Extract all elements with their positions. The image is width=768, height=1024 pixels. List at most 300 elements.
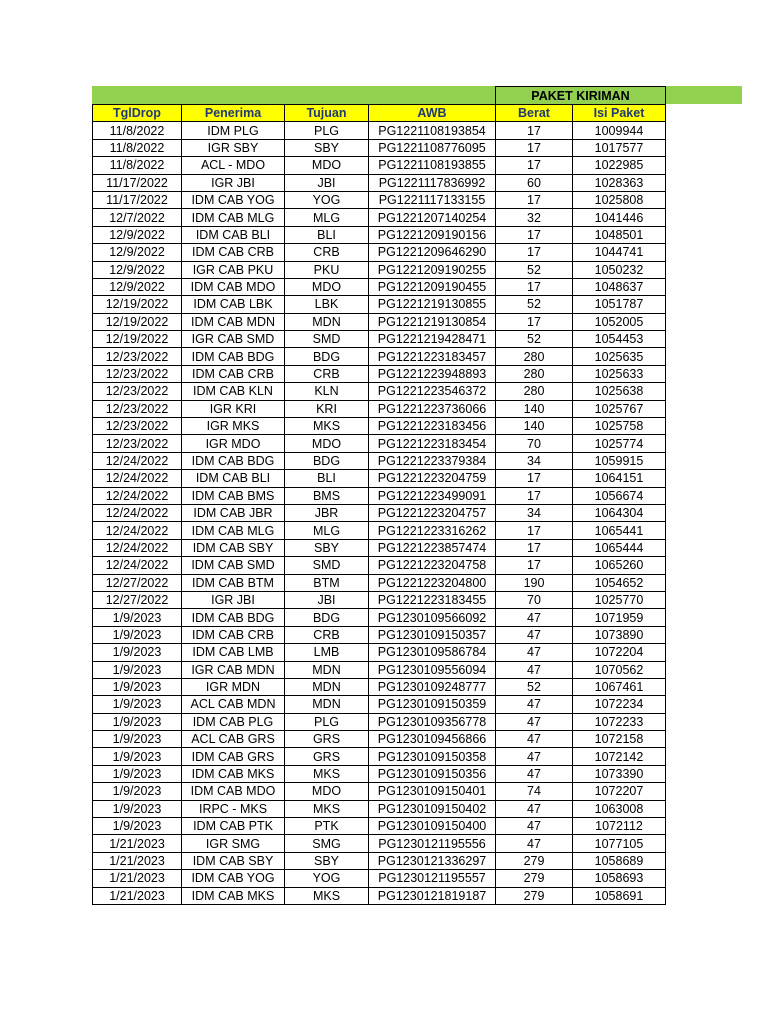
tgldrop-cell[interactable]: 11/8/2022 <box>93 157 182 174</box>
awb-cell[interactable]: PG1230109456866 <box>369 731 496 748</box>
awb-cell[interactable]: PG1230109150400 <box>369 818 496 835</box>
penerima-cell[interactable]: IDM CAB KLN <box>182 383 285 400</box>
isi-paket-cell[interactable]: 1044741 <box>573 244 666 261</box>
berat-cell[interactable]: 47 <box>496 696 573 713</box>
awb-cell[interactable]: PG1221219428471 <box>369 331 496 348</box>
isi-paket-cell[interactable]: 1064151 <box>573 470 666 487</box>
tujuan-cell[interactable]: LMB <box>285 644 369 661</box>
tgldrop-cell[interactable]: 1/9/2023 <box>93 626 182 643</box>
penerima-cell[interactable]: IDM CAB BDG <box>182 452 285 469</box>
tgldrop-cell[interactable]: 1/9/2023 <box>93 644 182 661</box>
isi-paket-cell[interactable]: 1063008 <box>573 800 666 817</box>
berat-cell[interactable]: 17 <box>496 226 573 243</box>
tgldrop-cell[interactable]: 1/9/2023 <box>93 783 182 800</box>
berat-cell[interactable]: 47 <box>496 835 573 852</box>
penerima-cell[interactable]: IDM CAB MLG <box>182 209 285 226</box>
table-row <box>93 696 666 713</box>
isi-paket-cell[interactable]: 1048501 <box>573 226 666 243</box>
awb-cell[interactable]: PG1221223204757 <box>369 504 496 521</box>
penerima-cell[interactable]: IDM CAB BTM <box>182 574 285 591</box>
penerima-cell[interactable]: IDM CAB MDO <box>182 783 285 800</box>
awb-cell[interactable]: PG1221223857474 <box>369 539 496 556</box>
tgldrop-cell[interactable]: 12/23/2022 <box>93 348 182 365</box>
isi-paket-cell[interactable]: 1073390 <box>573 765 666 782</box>
berat-cell[interactable]: 47 <box>496 644 573 661</box>
table-row <box>93 504 666 521</box>
berat-cell[interactable]: 52 <box>496 261 573 278</box>
header-isi-paket[interactable]: Isi Paket <box>573 105 666 122</box>
isi-paket-cell[interactable]: 1065444 <box>573 539 666 556</box>
tgldrop-cell[interactable]: 12/24/2022 <box>93 470 182 487</box>
awb-cell[interactable]: PG1221219130855 <box>369 296 496 313</box>
table-row <box>93 296 666 313</box>
penerima-cell[interactable]: IGR CAB MDN <box>182 661 285 678</box>
penerima-cell[interactable]: IGR JBI <box>182 591 285 608</box>
tujuan-cell[interactable]: KLN <box>285 383 369 400</box>
awb-cell[interactable]: PG1230109556094 <box>369 661 496 678</box>
berat-cell[interactable]: 47 <box>496 626 573 643</box>
isi-paket-cell[interactable]: 1065260 <box>573 557 666 574</box>
table-row <box>93 522 666 539</box>
berat-cell[interactable]: 70 <box>496 435 573 452</box>
tujuan-cell[interactable]: MDN <box>285 678 369 695</box>
isi-paket-cell[interactable]: 1052005 <box>573 313 666 330</box>
penerima-cell[interactable]: IDM PLG <box>182 122 285 139</box>
tujuan-cell[interactable]: SBY <box>285 852 369 869</box>
tgldrop-cell[interactable]: 11/17/2022 <box>93 174 182 191</box>
tujuan-cell[interactable]: JBI <box>285 591 369 608</box>
tgldrop-cell[interactable]: 1/21/2023 <box>93 852 182 869</box>
tgldrop-cell[interactable]: 1/9/2023 <box>93 696 182 713</box>
table-row <box>93 348 666 365</box>
tujuan-cell[interactable]: SBY <box>285 539 369 556</box>
penerima-cell[interactable]: IDM CAB BDG <box>182 609 285 626</box>
tujuan-cell[interactable]: MDN <box>285 696 369 713</box>
awb-cell[interactable]: PG1230121336297 <box>369 852 496 869</box>
isi-paket-cell[interactable]: 1050232 <box>573 261 666 278</box>
awb-cell[interactable]: PG1221223736066 <box>369 400 496 417</box>
table-row <box>93 487 666 504</box>
isi-paket-cell[interactable]: 1025758 <box>573 418 666 435</box>
penerima-cell[interactable]: IDM CAB CRB <box>182 244 285 261</box>
awb-cell[interactable]: PG1221223379384 <box>369 452 496 469</box>
tgldrop-cell[interactable]: 12/24/2022 <box>93 557 182 574</box>
penerima-cell[interactable]: IGR MKS <box>182 418 285 435</box>
berat-cell[interactable]: 70 <box>496 591 573 608</box>
berat-cell[interactable]: 34 <box>496 452 573 469</box>
tgldrop-cell[interactable]: 1/9/2023 <box>93 661 182 678</box>
penerima-cell[interactable]: IDM CAB MDN <box>182 313 285 330</box>
tgldrop-cell[interactable]: 12/24/2022 <box>93 539 182 556</box>
penerima-cell[interactable]: IGR JBI <box>182 174 285 191</box>
tgldrop-cell[interactable]: 12/19/2022 <box>93 296 182 313</box>
berat-cell[interactable]: 52 <box>496 296 573 313</box>
penerima-cell[interactable]: IGR MDN <box>182 678 285 695</box>
penerima-cell[interactable]: ACL CAB MDN <box>182 696 285 713</box>
isi-paket-cell[interactable]: 1070562 <box>573 661 666 678</box>
isi-paket-cell[interactable]: 1054453 <box>573 331 666 348</box>
penerima-cell[interactable]: IDM CAB CRB <box>182 365 285 382</box>
tgldrop-cell[interactable]: 12/27/2022 <box>93 574 182 591</box>
awb-cell[interactable]: PG1221108193855 <box>369 157 496 174</box>
isi-paket-cell[interactable]: 1072207 <box>573 783 666 800</box>
penerima-cell[interactable]: IDM CAB MKS <box>182 765 285 782</box>
isi-paket-cell[interactable]: 1058689 <box>573 852 666 869</box>
penerima-cell[interactable]: IDM CAB BLI <box>182 226 285 243</box>
awb-cell[interactable]: PG1221223499091 <box>369 487 496 504</box>
isi-paket-cell[interactable]: 1072234 <box>573 696 666 713</box>
tgldrop-cell[interactable]: 12/19/2022 <box>93 313 182 330</box>
penerima-cell[interactable]: IDM CAB PTK <box>182 818 285 835</box>
tgldrop-cell[interactable]: 1/9/2023 <box>93 818 182 835</box>
berat-cell[interactable]: 17 <box>496 557 573 574</box>
tujuan-cell[interactable]: PKU <box>285 261 369 278</box>
tgldrop-cell[interactable]: 1/21/2023 <box>93 835 182 852</box>
penerima-cell[interactable]: IGR CAB SMD <box>182 331 285 348</box>
header-tujuan[interactable]: Tujuan <box>285 105 369 122</box>
tujuan-cell[interactable]: MDO <box>285 783 369 800</box>
tgldrop-cell[interactable]: 12/24/2022 <box>93 452 182 469</box>
tgldrop-cell[interactable]: 12/23/2022 <box>93 418 182 435</box>
tujuan-cell[interactable]: LBK <box>285 296 369 313</box>
tujuan-cell[interactable]: BLI <box>285 226 369 243</box>
tujuan-cell[interactable]: MDN <box>285 661 369 678</box>
table-row <box>93 678 666 695</box>
penerima-cell[interactable]: IDM CAB SMD <box>182 557 285 574</box>
awb-cell[interactable]: PG1221209190156 <box>369 226 496 243</box>
isi-paket-cell[interactable]: 1009944 <box>573 122 666 139</box>
tgldrop-cell[interactable]: 1/21/2023 <box>93 870 182 887</box>
tujuan-cell[interactable]: PTK <box>285 818 369 835</box>
tgldrop-cell[interactable]: 1/9/2023 <box>93 765 182 782</box>
table-row <box>93 713 666 730</box>
tujuan-cell[interactable]: CRB <box>285 244 369 261</box>
berat-cell[interactable]: 47 <box>496 748 573 765</box>
table-row <box>93 835 666 852</box>
penerima-cell[interactable]: IGR KRI <box>182 400 285 417</box>
tujuan-cell[interactable]: BMS <box>285 487 369 504</box>
table-row <box>93 818 666 835</box>
tgldrop-cell[interactable]: 1/21/2023 <box>93 887 182 904</box>
tujuan-cell[interactable]: MDN <box>285 313 369 330</box>
tgldrop-cell[interactable]: 1/9/2023 <box>93 731 182 748</box>
berat-cell[interactable]: 47 <box>496 765 573 782</box>
tujuan-cell[interactable]: PLG <box>285 122 369 139</box>
berat-cell[interactable]: 34 <box>496 504 573 521</box>
penerima-cell[interactable]: IDM CAB SBY <box>182 852 285 869</box>
berat-cell[interactable]: 47 <box>496 818 573 835</box>
awb-cell[interactable]: PG1221223546372 <box>369 383 496 400</box>
awb-cell[interactable]: PG1230109566092 <box>369 609 496 626</box>
isi-paket-cell[interactable]: 1025808 <box>573 191 666 208</box>
isi-paket-cell[interactable]: 1056674 <box>573 487 666 504</box>
tujuan-cell[interactable]: MLG <box>285 209 369 226</box>
awb-cell[interactable]: PG1221117836992 <box>369 174 496 191</box>
berat-cell[interactable]: 17 <box>496 313 573 330</box>
tujuan-cell[interactable]: BDG <box>285 452 369 469</box>
tgldrop-cell[interactable]: 12/24/2022 <box>93 504 182 521</box>
tujuan-cell[interactable]: YOG <box>285 191 369 208</box>
berat-cell[interactable]: 17 <box>496 122 573 139</box>
isi-paket-cell[interactable]: 1064304 <box>573 504 666 521</box>
penerima-cell[interactable]: IDM CAB LBK <box>182 296 285 313</box>
awb-cell[interactable]: PG1230109356778 <box>369 713 496 730</box>
tujuan-cell[interactable]: YOG <box>285 870 369 887</box>
tgldrop-cell[interactable]: 12/7/2022 <box>93 209 182 226</box>
tgldrop-cell[interactable]: 12/27/2022 <box>93 591 182 608</box>
tujuan-cell[interactable]: MDO <box>285 157 369 174</box>
isi-paket-cell[interactable]: 1072204 <box>573 644 666 661</box>
table-row <box>93 157 666 174</box>
awb-cell[interactable]: PG1221223204759 <box>369 470 496 487</box>
tujuan-cell[interactable]: PLG <box>285 713 369 730</box>
berat-cell[interactable]: 60 <box>496 174 573 191</box>
tgldrop-cell[interactable]: 12/23/2022 <box>93 435 182 452</box>
isi-paket-cell[interactable]: 1017577 <box>573 139 666 156</box>
tgldrop-cell[interactable]: 12/9/2022 <box>93 244 182 261</box>
awb-cell[interactable]: PG1221207140254 <box>369 209 496 226</box>
awb-cell[interactable]: PG1221223183455 <box>369 591 496 608</box>
tujuan-cell[interactable]: MKS <box>285 765 369 782</box>
tgldrop-cell[interactable]: 12/9/2022 <box>93 278 182 295</box>
tgldrop-cell[interactable]: 1/9/2023 <box>93 678 182 695</box>
tujuan-cell[interactable]: SBY <box>285 139 369 156</box>
tujuan-cell[interactable]: KRI <box>285 400 369 417</box>
awb-cell[interactable]: PG1230109586784 <box>369 644 496 661</box>
isi-paket-cell[interactable]: 1072233 <box>573 713 666 730</box>
berat-cell[interactable]: 52 <box>496 331 573 348</box>
isi-paket-cell[interactable]: 1025774 <box>573 435 666 452</box>
tgldrop-cell[interactable]: 12/23/2022 <box>93 400 182 417</box>
tujuan-cell[interactable]: SMD <box>285 331 369 348</box>
tujuan-cell[interactable]: MKS <box>285 800 369 817</box>
isi-paket-cell[interactable]: 1077105 <box>573 835 666 852</box>
berat-cell[interactable]: 32 <box>496 209 573 226</box>
isi-paket-cell[interactable]: 1054652 <box>573 574 666 591</box>
berat-cell[interactable]: 17 <box>496 278 573 295</box>
isi-paket-cell[interactable]: 1025635 <box>573 348 666 365</box>
berat-cell[interactable]: 17 <box>496 157 573 174</box>
berat-cell[interactable]: 17 <box>496 470 573 487</box>
penerima-cell[interactable]: IDM CAB BDG <box>182 348 285 365</box>
isi-paket-cell[interactable]: 1058693 <box>573 870 666 887</box>
berat-cell[interactable]: 17 <box>496 139 573 156</box>
penerima-cell[interactable]: IDM CAB SBY <box>182 539 285 556</box>
table-row <box>93 539 666 556</box>
awb-cell[interactable]: PG1221223948893 <box>369 365 496 382</box>
tujuan-cell[interactable]: CRB <box>285 626 369 643</box>
tujuan-cell[interactable]: SMG <box>285 835 369 852</box>
awb-cell[interactable]: PG1221223204800 <box>369 574 496 591</box>
penerima-cell[interactable]: IDM CAB BLI <box>182 470 285 487</box>
table-row <box>93 783 666 800</box>
awb-cell[interactable]: PG1230121195557 <box>369 870 496 887</box>
awb-cell[interactable]: PG1221223183456 <box>369 418 496 435</box>
tujuan-cell[interactable]: JBR <box>285 504 369 521</box>
tgldrop-cell[interactable]: 1/9/2023 <box>93 609 182 626</box>
isi-paket-cell[interactable]: 1025638 <box>573 383 666 400</box>
isi-paket-cell[interactable]: 1072112 <box>573 818 666 835</box>
berat-cell[interactable]: 17 <box>496 487 573 504</box>
awb-cell[interactable]: PG1230109248777 <box>369 678 496 695</box>
awb-cell[interactable]: PG1230109150402 <box>369 800 496 817</box>
penerima-cell[interactable]: IDM CAB MKS <box>182 887 285 904</box>
awb-cell[interactable]: PG1230109150359 <box>369 696 496 713</box>
table-row <box>93 261 666 278</box>
header-awb[interactable]: AWB <box>369 105 496 122</box>
table-row <box>93 244 666 261</box>
penerima-cell[interactable]: IDM CAB CRB <box>182 626 285 643</box>
awb-cell[interactable]: PG1221117133155 <box>369 191 496 208</box>
penerima-cell[interactable]: IGR SMG <box>182 835 285 852</box>
penerima-cell[interactable]: IDM CAB JBR <box>182 504 285 521</box>
tgldrop-cell[interactable]: 12/24/2022 <box>93 487 182 504</box>
berat-cell[interactable]: 279 <box>496 852 573 869</box>
tgldrop-cell[interactable]: 11/8/2022 <box>93 122 182 139</box>
table-row <box>93 765 666 782</box>
awb-cell[interactable]: PG1230109150401 <box>369 783 496 800</box>
table-row <box>93 557 666 574</box>
tgldrop-cell[interactable]: 12/9/2022 <box>93 226 182 243</box>
table-row <box>93 313 666 330</box>
tgldrop-cell[interactable]: 12/23/2022 <box>93 365 182 382</box>
berat-cell[interactable]: 280 <box>496 365 573 382</box>
tujuan-cell[interactable]: MDO <box>285 435 369 452</box>
isi-paket-cell[interactable]: 1041446 <box>573 209 666 226</box>
tgldrop-cell[interactable]: 1/9/2023 <box>93 800 182 817</box>
berat-cell[interactable]: 17 <box>496 191 573 208</box>
table-row <box>93 383 666 400</box>
isi-paket-cell[interactable]: 1071959 <box>573 609 666 626</box>
penerima-cell[interactable]: IDM CAB GRS <box>182 748 285 765</box>
tujuan-cell[interactable]: BDG <box>285 348 369 365</box>
isi-paket-cell[interactable]: 1059915 <box>573 452 666 469</box>
tujuan-cell[interactable]: MKS <box>285 418 369 435</box>
penerima-cell[interactable]: IGR MDO <box>182 435 285 452</box>
tgldrop-cell[interactable]: 11/17/2022 <box>93 191 182 208</box>
tujuan-cell[interactable]: MDO <box>285 278 369 295</box>
tujuan-cell[interactable]: MLG <box>285 522 369 539</box>
isi-paket-cell[interactable]: 1067461 <box>573 678 666 695</box>
awb-cell[interactable]: PG1230109150357 <box>369 626 496 643</box>
tujuan-cell[interactable]: JBI <box>285 174 369 191</box>
berat-cell[interactable]: 17 <box>496 539 573 556</box>
penerima-cell[interactable]: IDM CAB MDO <box>182 278 285 295</box>
tgldrop-cell[interactable]: 1/9/2023 <box>93 748 182 765</box>
tgldrop-cell[interactable]: 12/19/2022 <box>93 331 182 348</box>
penerima-cell[interactable]: IGR CAB PKU <box>182 261 285 278</box>
awb-cell[interactable]: PG1221209190455 <box>369 278 496 295</box>
tgldrop-cell[interactable]: 12/23/2022 <box>93 383 182 400</box>
isi-paket-cell[interactable]: 1051787 <box>573 296 666 313</box>
isi-paket-cell[interactable]: 1028363 <box>573 174 666 191</box>
penerima-cell[interactable]: IDM CAB YOG <box>182 870 285 887</box>
berat-cell[interactable]: 280 <box>496 383 573 400</box>
berat-cell[interactable]: 279 <box>496 870 573 887</box>
penerima-cell[interactable]: IRPC - MKS <box>182 800 285 817</box>
tujuan-cell[interactable]: GRS <box>285 748 369 765</box>
tujuan-cell[interactable]: CRB <box>285 365 369 382</box>
isi-paket-cell[interactable]: 1072158 <box>573 731 666 748</box>
berat-cell[interactable]: 47 <box>496 713 573 730</box>
awb-cell[interactable]: PG1230109150358 <box>369 748 496 765</box>
berat-cell[interactable]: 47 <box>496 661 573 678</box>
awb-cell[interactable]: PG1221209646290 <box>369 244 496 261</box>
penerima-cell[interactable]: IDM CAB LMB <box>182 644 285 661</box>
penerima-cell[interactable]: IGR SBY <box>182 139 285 156</box>
penerima-cell[interactable]: ACL CAB GRS <box>182 731 285 748</box>
isi-paket-cell[interactable]: 1022985 <box>573 157 666 174</box>
tgldrop-cell[interactable]: 11/8/2022 <box>93 139 182 156</box>
awb-cell[interactable]: PG1230109150356 <box>369 765 496 782</box>
berat-cell[interactable]: 280 <box>496 348 573 365</box>
penerima-cell[interactable]: IDM CAB MLG <box>182 522 285 539</box>
tgldrop-cell[interactable]: 12/9/2022 <box>93 261 182 278</box>
tgldrop-cell[interactable]: 1/9/2023 <box>93 713 182 730</box>
isi-paket-cell[interactable]: 1073890 <box>573 626 666 643</box>
awb-cell[interactable]: PG1221223316262 <box>369 522 496 539</box>
header-berat[interactable]: Berat <box>496 105 573 122</box>
tujuan-cell[interactable]: MKS <box>285 887 369 904</box>
header-tgldrop[interactable]: TglDrop <box>93 105 182 122</box>
awb-cell[interactable]: PG1221108776095 <box>369 139 496 156</box>
isi-paket-cell[interactable]: 1065441 <box>573 522 666 539</box>
berat-cell[interactable]: 47 <box>496 800 573 817</box>
isi-paket-cell[interactable]: 1048637 <box>573 278 666 295</box>
table-row <box>93 609 666 626</box>
tujuan-cell[interactable]: SMD <box>285 557 369 574</box>
tujuan-cell[interactable]: BTM <box>285 574 369 591</box>
berat-cell[interactable]: 140 <box>496 418 573 435</box>
awb-cell[interactable]: PG1221223183454 <box>369 435 496 452</box>
tujuan-cell[interactable]: GRS <box>285 731 369 748</box>
isi-paket-cell[interactable]: 1025633 <box>573 365 666 382</box>
tgldrop-cell[interactable]: 12/24/2022 <box>93 522 182 539</box>
berat-cell[interactable]: 190 <box>496 574 573 591</box>
awb-cell[interactable]: PG1230121819187 <box>369 887 496 904</box>
awb-cell[interactable]: PG1230121195556 <box>369 835 496 852</box>
awb-cell[interactable]: PG1221108193854 <box>369 122 496 139</box>
paket-kiriman-table <box>92 86 666 905</box>
berat-cell[interactable]: 47 <box>496 731 573 748</box>
isi-paket-cell[interactable]: 1072142 <box>573 748 666 765</box>
isi-paket-cell[interactable]: 1025767 <box>573 400 666 417</box>
table-body <box>93 122 666 905</box>
penerima-cell[interactable]: IDM CAB BMS <box>182 487 285 504</box>
berat-cell[interactable]: 140 <box>496 400 573 417</box>
awb-cell[interactable]: PG1221223183457 <box>369 348 496 365</box>
table-row <box>93 400 666 417</box>
berat-cell[interactable]: 17 <box>496 522 573 539</box>
penerima-cell[interactable]: IDM CAB YOG <box>182 191 285 208</box>
header-penerima[interactable]: Penerima <box>182 105 285 122</box>
berat-cell[interactable]: 74 <box>496 783 573 800</box>
isi-paket-cell[interactable]: 1025770 <box>573 591 666 608</box>
berat-cell[interactable]: 52 <box>496 678 573 695</box>
awb-cell[interactable]: PG1221209190255 <box>369 261 496 278</box>
berat-cell[interactable]: 17 <box>496 244 573 261</box>
awb-cell[interactable]: PG1221219130854 <box>369 313 496 330</box>
awb-cell[interactable]: PG1221223204758 <box>369 557 496 574</box>
table-row <box>93 887 666 904</box>
isi-paket-cell[interactable]: 1058691 <box>573 887 666 904</box>
berat-cell[interactable]: 47 <box>496 609 573 626</box>
tujuan-cell[interactable]: BDG <box>285 609 369 626</box>
berat-cell[interactable]: 279 <box>496 887 573 904</box>
penerima-cell[interactable]: ACL - MDO <box>182 157 285 174</box>
penerima-cell[interactable]: IDM CAB PLG <box>182 713 285 730</box>
tujuan-cell[interactable]: BLI <box>285 470 369 487</box>
